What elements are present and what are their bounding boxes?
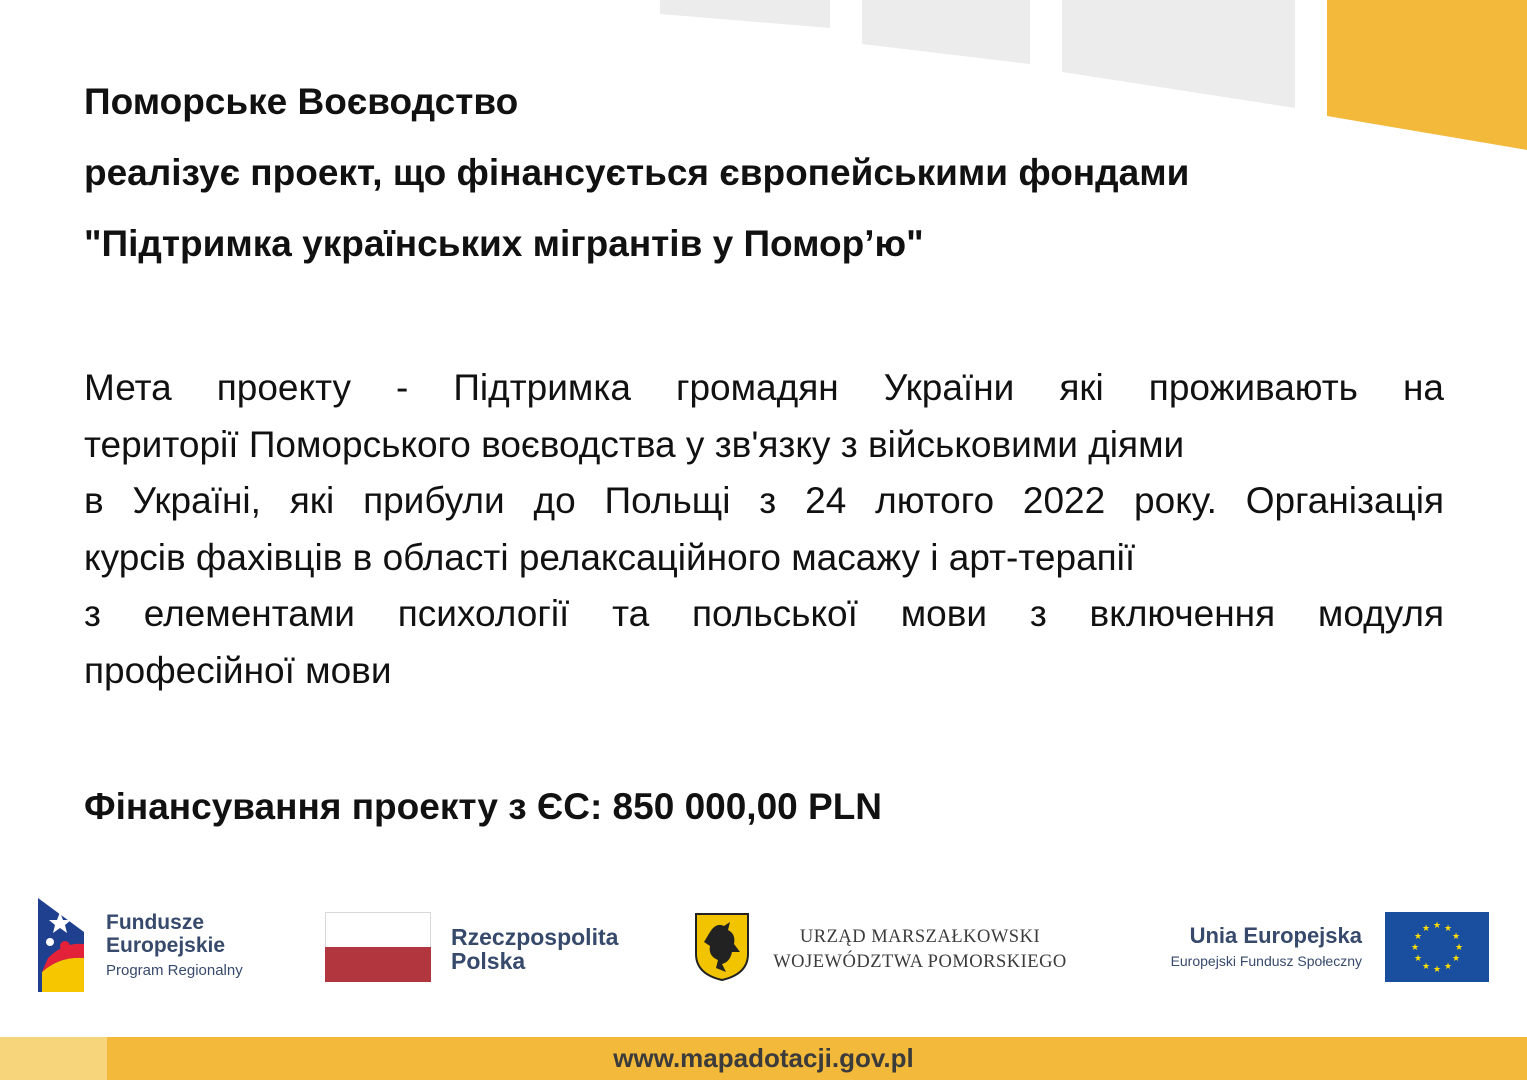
fundusze-line3: Program Regionalny [106,962,243,979]
svg-text:★: ★ [1410,943,1420,953]
polish-flag-icon [325,912,431,982]
svg-text:★: ★ [1432,921,1442,931]
urzad-marszalkowski-text [760,925,1080,975]
yellow-decor-shape [1327,0,1527,150]
description-line: Мета проекту - Підтримка громадян України які проживають на [84,367,1444,408]
description-line: курсів фахівців в області релаксаційного масажу і арт-терапії [84,536,1136,578]
fundusze-line1: Fundusze [106,911,204,934]
project-description [84,360,1444,699]
svg-text:★: ★ [1413,954,1423,964]
footer-website-link[interactable]: www.mapadotacji.gov.pl [613,1043,914,1073]
description-line: професійної мови [84,649,392,691]
fundusze-europejskie-text [106,911,296,981]
svg-text:★: ★ [1451,932,1461,942]
svg-text:★: ★ [1443,962,1453,972]
rzeczpospolita-polska-text [451,925,618,973]
pomeranian-griffin-crest-icon [694,912,750,982]
description-line: в Україні, які прибули до Польщі з 24 лютого 2022 року. Організація [84,480,1444,521]
svg-text:★: ★ [1443,924,1453,934]
urzad-line1: URZĄD MARSZAŁKOWSKI [799,927,1041,947]
grey-decor-shape-1 [660,0,830,28]
headline-region: Поморське Воєводство [84,81,519,122]
rzeczpospolita-line2: Polska [451,948,526,974]
urzad-line2: WOJEWÓDZTWA POMORSKIEGO [773,952,1067,972]
fundusze-line2: Europejskie [106,934,226,957]
description-line: території Поморського воєводства у зв'язку з військовими діями [84,423,1185,465]
svg-text:★: ★ [1451,954,1461,964]
unia-line1: Unia Europejska [1189,923,1362,948]
unia-line2: Europejski Fundusz Społeczny [1170,953,1362,969]
grey-decor-shape-2 [862,0,1030,64]
unia-europejska-text [1110,922,1362,972]
svg-text:★: ★ [1413,932,1423,942]
svg-text:★: ★ [1432,965,1442,975]
headline-project-intro: реалізує проект, що фінансується європейськими фондами [84,152,1190,193]
svg-text:★: ★ [1421,962,1431,972]
svg-text:★: ★ [1421,924,1431,934]
description-line: з елементами психології та польської мови з включення модуля [84,593,1444,634]
svg-text:★: ★ [1454,943,1464,953]
rzeczpospolita-line1: Rzeczpospolita [451,924,619,950]
fundusze-europejskie-logo-icon [38,898,86,992]
headline-project-title: "Підтримка українських мігрантів у Помор’ю" [84,223,924,264]
eu-flag-icon [1385,912,1489,982]
funding-amount: Фінансування проекту з ЄС: 850 000,00 PLN [84,786,883,827]
